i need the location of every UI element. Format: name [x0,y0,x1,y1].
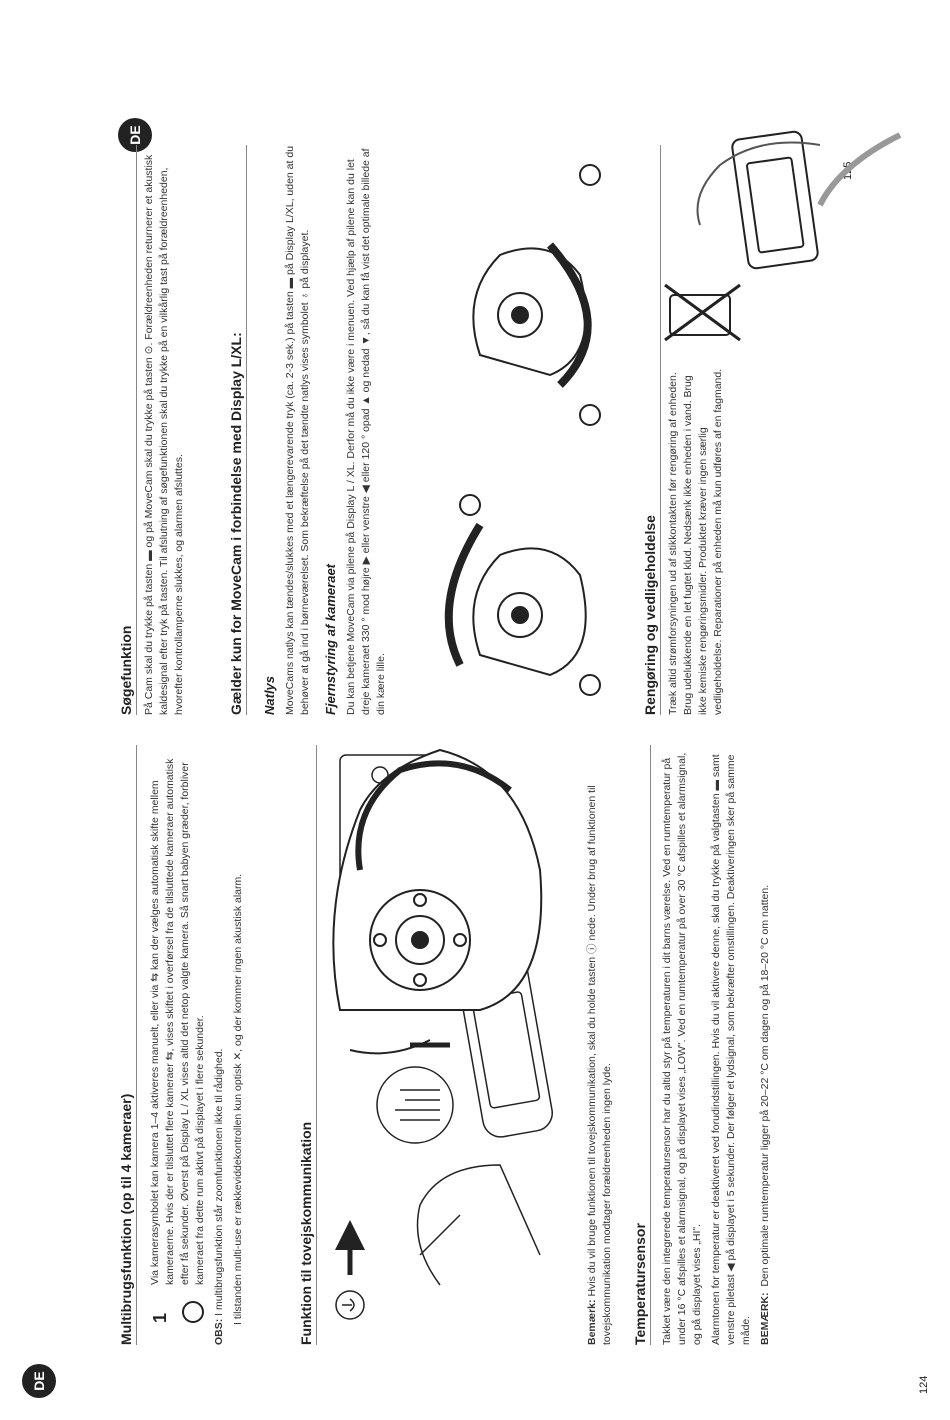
page-number-left: 124 [918,1375,930,1394]
movecam-section [228,145,247,715]
fjern-title: Fjernstyring af kameraet [323,563,338,715]
temp-note: BEMÆRK: Den optimale rumtemperatur ligger på 20–22 °C om dagen og på 18–20 °C om natten. [759,884,771,1345]
talk-note-text: Bemærk: Hvis du vil bruge funktionen til tovejskommunikation, skal du holde tasten ⓘ nede. Under brug af funktionen til tovejskommunikation modtager forældreenheden ingen lyde. [586,785,613,1345]
care-illustration [660,125,910,345]
temp-section [632,745,651,1345]
movecam-rotation-illustration [440,145,610,715]
care-body [666,355,730,715]
care-section [642,145,661,715]
language-badge-right: DE [118,118,152,152]
camera-number: 1 [150,1312,170,1323]
page-number-right: 125 [842,161,854,180]
care-title: Rengøring og vedligeholdelse [642,145,661,715]
movecam-title: Gælder kun for MoveCam i forbindelse med Display L/XL: [228,145,247,715]
multi-text: Via kamerasymbolet kan kamera 1–4 aktiveres manuelt, eller via ⇆ kan der vælges automatisk skifte mellem kameraerne. Hvis der er tilsluttet flere kameraer ⇆, vises skiftet i overførsel fra de tilsluttede kameraer automatisk efter få sekunder. Øverst på Display L / XL vises altid det netop valgte kamera. Så snart babyen græder, forbliver kameraet fra dette rum aktivt på displayet i flere sekunder. [149,758,206,1285]
temp-title: Temperatursensor [632,745,651,1345]
temp-p2: Alarmtonen for temperatur er deaktiveret ved forudindstillingen. Hvis du vil aktivere denne, skal du trykke på valgtasten ▬ samt venstre piletast ◀ på displayet i 5 sekunder. Der følger et lydsignal, som bekræfter omstillingen. Deaktiveringen sker på samme måde. [710,754,752,1345]
multi-body [148,745,250,1345]
search-body [142,145,191,715]
obs-note-2: I tilstanden multi-use er rækkeviddekontrollen kun optisk ✕, og der kommer ingen akustisk alarm. [232,873,244,1325]
talk-section [298,745,317,1345]
movecam-body [252,145,393,715]
talk-note [585,745,619,1345]
temp-p1: Takket være den integrerede temperatursensor har du altid styr på temperaturen i dit barns værelse. Ved en rumtemperatur på under 16 °C afspilles et alarmsignal, og på displayet vises „LOW". Ved en rumtemperatur på over 30 °C afspilles et alarmsignal, og på displayet vises „HI". [661,752,703,1345]
search-title: Søgefunktion [118,145,137,715]
talk-title: Funktion til tovejskommunikation [298,745,317,1345]
fjern-text: Du kan betjene MoveCam via pilene på Display L / XL. Derfor må du ikke være i menuen. Ved hjælp af pilene kan du let dreje kameraet 330 ° mod højre ▶ eller venstre ◀ eller 120 ° opad ▲ og nedad ▼, så du kan få vist det optimale billede af din kære lille. [345,148,387,715]
temp-body [660,745,777,1345]
search-text: På Cam skal du trykke på tasten ▬ og på MoveCam skal du trykke på tasten ⊙. Forældreenheden returnerer et akustisk kaldesignal efter tryk på tasten. Til afslutning af søgefunktionen skal du trykke på en vilkårlig tast på forældreenheden, hvorefter kontrollamperne slukkes, og alarmen afsluttes. [143,154,185,715]
multi-title: Multibrugsfunktion (op til 4 kameraer) [118,745,137,1345]
search-section [118,145,137,715]
natlys-text: MoveCams natlys kan tændes/slukkes med et længerevarende tryk (ca. 2-3 sek.) på tasten ▬ på Display L/XL, uden at du behøver at gå ind i børneværelset. Som bekræftelse på det tændte natlys vises symbolet ♁ på displayet. [284,145,311,715]
language-badge-left: DE [22,1364,56,1398]
natlys-title: Natlys [262,675,277,715]
obs-note: OBS: I multibrugsfunktion står zoomfunktionen ikke til rådighed. [213,1048,225,1345]
camera-icon [182,1301,204,1323]
camera-illustration [320,740,560,1070]
care-text: Træk altid strømforsyningen ud af stikkontakten før rengøring af enheden. Brug udelukkende en let fugtet klud. Nedsænk ikke enheden i vand. Brug ikke kemiske rengøringsmidler. Produktet kræver ingen særlig vedligeholdelse. Reparationer på enheden må kun udføres af en fagmand. [667,368,724,715]
multi-section [118,745,137,1345]
